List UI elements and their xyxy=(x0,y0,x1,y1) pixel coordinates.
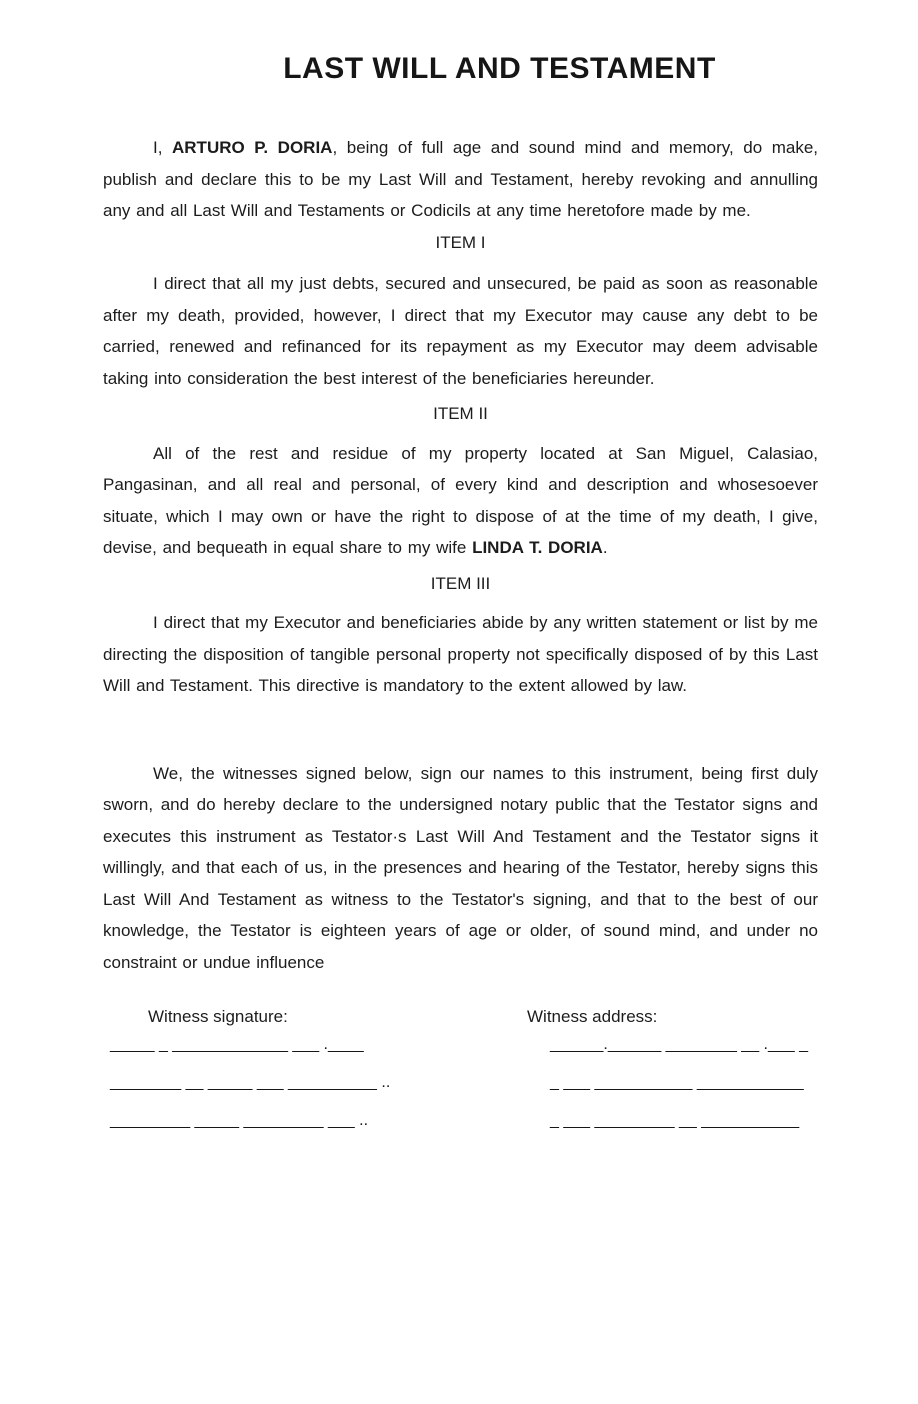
item-2-paragraph xyxy=(103,438,818,564)
witness-signature-label: Witness signature: xyxy=(148,1007,288,1026)
item-2-heading: ITEM II xyxy=(433,404,488,423)
witness-blank-row-3 xyxy=(103,1102,818,1140)
witness-blank-row-1 xyxy=(103,1026,818,1064)
testator-name: ARTURO P. DORIA xyxy=(172,138,333,157)
item-2-body-pre: All of the rest and residue of my property located at San Miguel, Calasiao, Pangasinan, and all real and personal, of every kind and description and whosesoever situate, which I may own or have the right to dispose of at the time of my death, I give, devise, and bequeath in equal share to my wife xyxy=(103,443,818,557)
signature-line-3: _________ _____ _________ ___ .. xyxy=(110,1111,369,1129)
attestation-paragraph: We, the witnesses signed below, sign our names to this instrument, being first duly sworn, and do hereby declare to the undersigned notary public that the Testator signs and executes this instrument as Testator·s Last Will And Testament and the Testator signs it willingly, and that each of us, in the presences and hearing of the Testator, hereby signs this Last Will And Testament as witness to the Testator's signing, and that to the best of our knowledge, the Testator is eighteen years of age or older, of sound mind, and under no constraint or undue influence xyxy=(103,763,818,972)
item-2-body-post: . xyxy=(602,538,608,557)
opening-post: , being of full age and sound mind and memory, do make, publish and declare this to be my Last Will and Testament, hereby revoking and annulling any and all Last Will and Testaments or Codicils at any time heretofore made by me. xyxy=(103,138,819,220)
item-3-paragraph: I direct that my Executor and beneficiaries abide by any written statement or list by me directing the disposition of tangible personal property not specifically disposed of by this Last Will and Testament. This directive is mandatory to the extent allowed by law. xyxy=(103,613,818,695)
address-line-1: ______.______ ________ __ .___ _ xyxy=(550,1035,809,1053)
signature-line-2: ________ __ _____ ___ __________ .. xyxy=(110,1073,391,1091)
opening-pre: I, xyxy=(153,138,172,157)
witness-address-label: Witness address: xyxy=(527,1007,658,1026)
address-line-3: _ ___ _________ __ ___________ xyxy=(550,1111,800,1129)
signature-line-1: _____ _ _____________ ___ .____ xyxy=(110,1035,364,1053)
item-1-heading: ITEM I xyxy=(435,232,486,252)
address-line-2: _ ___ ___________ ____________ xyxy=(550,1073,804,1091)
page-title: LAST WILL AND TESTAMENT xyxy=(283,52,716,85)
witness-blank-row-2 xyxy=(103,1064,818,1102)
item-3-heading: ITEM III xyxy=(430,573,491,593)
item-1-paragraph: I direct that all my just debts, secured and unsecured, be paid as soon as reasonable after my death, provided, however, I direct that my Executor may cause any debt to be carried, renewed and refinanced for its repayment as my Executor may deem advisable taking into consideration the best interest of the beneficiaries hereunder. xyxy=(103,274,818,388)
opening-paragraph xyxy=(103,132,818,227)
wife-name: LINDA T. DORIA xyxy=(472,538,603,557)
